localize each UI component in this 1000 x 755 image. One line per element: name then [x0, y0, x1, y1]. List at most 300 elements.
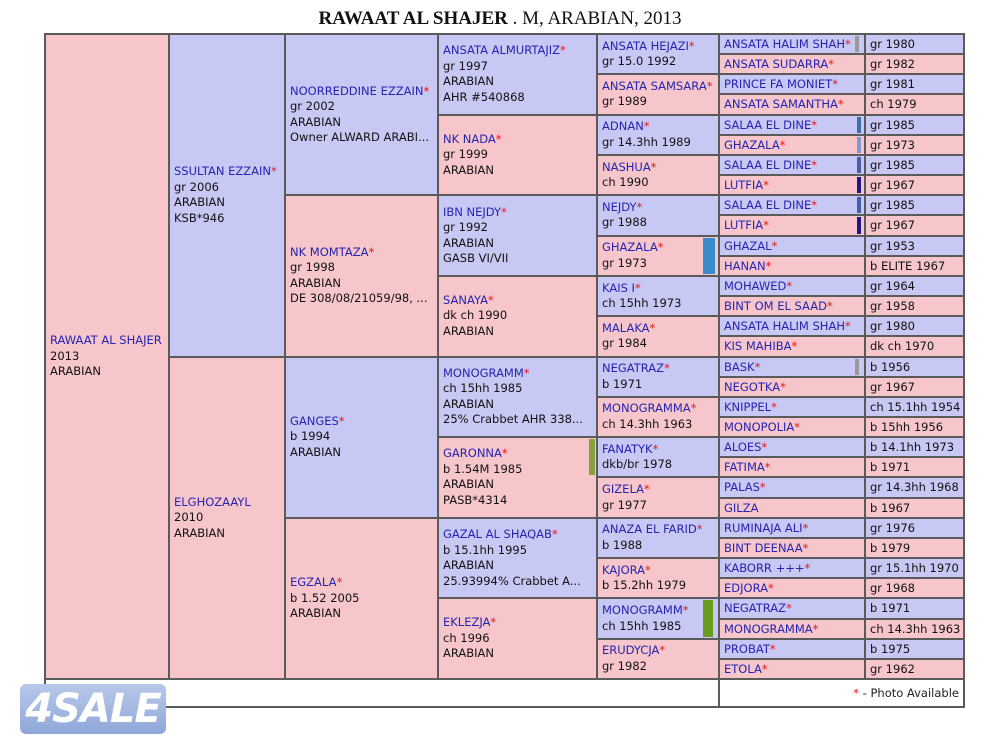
- photo-available-star: *: [754, 359, 761, 374]
- horse-name-text: GAZAL AL SHAQAB: [443, 527, 552, 542]
- horse-detail: gr 1980: [870, 319, 915, 334]
- photo-available-star: *: [794, 419, 801, 434]
- horse-name[interactable]: [174, 164, 280, 180]
- pedigree-detail-cell: [864, 577, 965, 599]
- horse-name[interactable]: [724, 459, 860, 475]
- pedigree-cell-gen4[interactable]: [596, 557, 720, 599]
- pedigree-cell-gen4[interactable]: [596, 73, 720, 115]
- horse-detail: b 1971: [870, 601, 911, 616]
- horse-detail: gr 2002: [290, 99, 335, 114]
- pedigree-cell-gen5[interactable]: [718, 638, 866, 660]
- pedigree-cell-gen4[interactable]: [596, 396, 720, 438]
- horse-name[interactable]: [724, 56, 860, 72]
- pedigree-cell-gen4[interactable]: [596, 315, 720, 357]
- horse-name-text: NEJDY: [602, 199, 637, 214]
- photo-available-star: *: [523, 365, 530, 380]
- pedigree-detail-cell: [864, 235, 965, 257]
- photo-available-star: *: [657, 240, 664, 255]
- horse-detail: gr 1989: [602, 94, 647, 109]
- horse-detail: b 1.54M 1985: [443, 461, 523, 476]
- horse-name-text: FATIMA: [724, 460, 765, 475]
- horse-name-text: GARONNA: [443, 446, 502, 461]
- pedigree-cell-gen5[interactable]: [718, 517, 866, 539]
- status-marker: [857, 117, 861, 133]
- horse-name-text: SALAA EL DINE: [724, 157, 812, 172]
- horse-detail: ch 15.1hh 1954: [870, 399, 961, 414]
- horse-name[interactable]: [50, 333, 164, 349]
- status-marker: [857, 177, 861, 193]
- pedigree-cell-gen3[interactable]: [437, 517, 598, 600]
- photo-available-star: *: [706, 78, 713, 93]
- pedigree-cell-gen2[interactable]: [284, 517, 439, 680]
- horse-detail: AHR #540868: [443, 89, 525, 104]
- photo-available-star: *: [759, 480, 766, 495]
- horse-name[interactable]: [602, 240, 714, 256]
- horse-detail: 2013: [50, 348, 80, 363]
- horse-detail: 2010: [174, 510, 204, 524]
- horse-detail: gr 1997: [443, 58, 488, 73]
- photo-available-star: *: [853, 686, 860, 700]
- horse-detail: ch 15hh 1985: [602, 618, 682, 633]
- horse-detail: b 1956: [870, 359, 911, 374]
- horse-detail: b 1988: [602, 537, 643, 552]
- horse-name[interactable]: [724, 217, 860, 233]
- pedigree-cell-gen2[interactable]: [284, 194, 439, 357]
- horse-name[interactable]: [602, 321, 714, 337]
- pedigree-detail-cell: [864, 53, 965, 75]
- pedigree-cell-gen4[interactable]: [596, 517, 720, 559]
- pedigree-cell-gen3[interactable]: [437, 275, 598, 358]
- horse-detail: gr 1985: [870, 117, 915, 132]
- pedigree-detail-cell: [864, 658, 965, 680]
- horse-detail: dk ch 1990: [443, 308, 508, 323]
- horse-name[interactable]: [724, 177, 860, 193]
- horse-name[interactable]: [602, 119, 714, 135]
- horse-name-text: SANAYA: [443, 292, 488, 307]
- horse-name-text: KAJORA: [602, 562, 646, 577]
- photo-available-star: *: [771, 399, 777, 414]
- pedigree-cell-gen2[interactable]: [284, 356, 439, 519]
- horse-name[interactable]: [724, 96, 860, 112]
- horse-detail: gr 1967: [870, 379, 915, 394]
- pedigree-cell-gen1[interactable]: [168, 356, 286, 681]
- horse-name-text: PRINCE FA MONIET: [724, 77, 833, 92]
- horse-name-text: ANSATA ALMURTAJIZ: [443, 43, 561, 58]
- horse-name[interactable]: [724, 540, 860, 556]
- pedigree-cell-gen3[interactable]: [437, 114, 598, 197]
- horse-name[interactable]: [602, 79, 714, 95]
- pedigree-cell-gen5[interactable]: [718, 53, 866, 75]
- photo-available-star: *: [811, 198, 817, 213]
- pedigree-cell-gen5[interactable]: [718, 33, 866, 55]
- status-marker: [589, 439, 595, 475]
- horse-detail: gr 1967: [870, 178, 915, 193]
- horse-name-text: LUTFIA: [724, 218, 764, 233]
- pedigree-cell-gen5[interactable]: [718, 73, 866, 95]
- photo-available-star: *: [336, 575, 343, 590]
- horse-name-text: MONOGRAMMA: [602, 401, 691, 416]
- horse-detail: gr 1982: [602, 658, 647, 673]
- horse-detail: gr 14.3hh 1968: [870, 480, 959, 495]
- pedigree-detail-cell: [864, 255, 965, 277]
- status-marker: [857, 217, 861, 233]
- horse-name-text: GIZELA: [602, 482, 644, 497]
- horse-detail: ch 1996: [443, 630, 490, 645]
- horse-name[interactable]: [724, 500, 860, 516]
- horse-name[interactable]: [602, 39, 714, 55]
- horse-name[interactable]: [724, 600, 860, 616]
- pedigree-cell-gen4[interactable]: [596, 436, 720, 478]
- pedigree-cell-gen1[interactable]: [168, 33, 286, 358]
- horse-name[interactable]: [602, 200, 714, 216]
- pedigree-cell-gen5[interactable]: [718, 416, 866, 438]
- horse-name[interactable]: [290, 414, 433, 430]
- horse-detail: gr 15.1hh 1970: [870, 561, 959, 576]
- horse-name-text: NASHUA: [602, 159, 651, 174]
- horse-name[interactable]: [443, 132, 592, 148]
- horse-detail: ARABIAN: [443, 162, 495, 177]
- photo-available-star: *: [844, 37, 851, 51]
- horse-detail: gr 1968: [870, 581, 915, 596]
- horse-detail: gr 14.3hh 1989: [602, 134, 691, 149]
- horse-name[interactable]: [724, 298, 860, 314]
- horse-name[interactable]: [602, 563, 714, 579]
- pedigree-cell-gen5[interactable]: [718, 436, 866, 458]
- horse-name[interactable]: [602, 160, 714, 176]
- photo-available-star: *: [490, 615, 497, 630]
- pedigree-cell-gen5[interactable]: [718, 114, 866, 136]
- horse-detail: gr 1973: [870, 137, 915, 152]
- horse-name[interactable]: [724, 560, 860, 576]
- pedigree-detail-cell: [864, 638, 965, 660]
- pedigree-detail-cell: [864, 436, 965, 458]
- pedigree-cell-gen3[interactable]: [437, 597, 598, 680]
- horse-name[interactable]: [724, 318, 860, 334]
- horse-detail: DE 308/08/21059/98, ...: [290, 291, 428, 306]
- horse-detail: b 15.2hh 1979: [602, 578, 687, 593]
- horse-name[interactable]: [602, 281, 714, 297]
- horse-detail: b 1971: [870, 460, 911, 475]
- pedigree-detail-cell: [864, 376, 965, 398]
- pedigree-cell-gen4[interactable]: [596, 114, 720, 156]
- horse-detail: GASB VI/VII: [443, 251, 509, 266]
- horse-detail: gr 1981: [870, 77, 915, 92]
- horse-name-text: GILZA: [724, 500, 759, 515]
- horse-name-text: EGZALA: [290, 575, 337, 590]
- horse-name-text: KAIS I: [602, 280, 635, 295]
- pedigree-cell-gen4[interactable]: [596, 194, 720, 236]
- pedigree-cell-gen4[interactable]: [596, 476, 720, 518]
- horse-detail: ch 15hh 1973: [602, 296, 682, 311]
- photo-available-star: *: [844, 319, 851, 334]
- photo-available-star: *: [368, 244, 375, 259]
- horse-detail: gr 1992: [443, 220, 488, 235]
- photo-available-star: *: [649, 320, 656, 335]
- horse-detail: ARABIAN: [290, 444, 342, 459]
- photo-legend-text: - Photo Available: [859, 686, 959, 700]
- horse-name[interactable]: [443, 446, 592, 462]
- photo-available-star: *: [811, 157, 817, 172]
- horse-detail: ARABIAN: [174, 195, 226, 210]
- pedigree-cell-gen5[interactable]: [718, 618, 866, 640]
- horse-details-title: . M, ARABIAN, 2013: [507, 8, 682, 29]
- horse-name[interactable]: [724, 137, 860, 153]
- photo-available-star: *: [791, 339, 798, 354]
- photo-available-star: *: [643, 119, 650, 134]
- photo-available-star: *: [682, 603, 689, 618]
- horse-name-text: ERUDYCJA: [602, 643, 660, 658]
- horse-name[interactable]: [724, 479, 860, 495]
- photo-available-star: *: [761, 661, 768, 676]
- pedigree-cell-gen5[interactable]: [718, 174, 866, 196]
- pedigree-cell-gen5[interactable]: [718, 214, 866, 236]
- horse-detail: gr 1953: [870, 238, 915, 253]
- pedigree-detail-cell: [864, 335, 965, 357]
- pedigree-cell-gen5[interactable]: [718, 537, 866, 559]
- pedigree-cell-gen4[interactable]: [596, 33, 720, 75]
- horse-name[interactable]: [724, 36, 860, 52]
- photo-available-star: *: [812, 621, 819, 636]
- horse-name[interactable]: [602, 401, 714, 417]
- horse-name-text: RUMINAJA ALI: [724, 520, 803, 535]
- horse-name-text: BINT OM EL SAAD: [724, 299, 827, 314]
- horse-detail: gr 1988: [602, 215, 647, 230]
- pedigree-cell-gen5[interactable]: [718, 194, 866, 216]
- pedigree-cell-gen5[interactable]: [718, 557, 866, 579]
- horse-name[interactable]: [724, 338, 860, 354]
- horse-name-text: KIS MAHIBA: [724, 339, 792, 354]
- photo-available-star: *: [780, 379, 786, 394]
- horse-name[interactable]: [724, 117, 860, 133]
- horse-name-text: FANATYK: [602, 441, 653, 456]
- pedigree-cell-gen4[interactable]: [596, 235, 720, 277]
- horse-name[interactable]: [724, 258, 860, 274]
- horse-name-text: ANSATA SAMANTHA: [724, 97, 838, 112]
- horse-name-text: NEGATRAZ: [602, 361, 665, 376]
- horse-name-text: NK MOMTAZA: [290, 244, 369, 259]
- pedigree-detail-cell: [864, 33, 965, 55]
- horse-name[interactable]: [602, 361, 714, 377]
- photo-legend: [718, 678, 965, 708]
- horse-name[interactable]: [602, 522, 714, 538]
- horse-name[interactable]: [290, 245, 433, 261]
- horse-name[interactable]: [602, 442, 714, 458]
- horse-name-text: EDJORA: [724, 581, 768, 596]
- horse-detail: gr 1964: [870, 278, 915, 293]
- horse-detail: ARABIAN: [443, 558, 495, 573]
- photo-available-star: *: [765, 258, 772, 273]
- status-marker: [857, 157, 861, 173]
- photo-available-star: *: [767, 581, 774, 596]
- photo-available-star: *: [786, 278, 793, 293]
- horse-detail: ARABIAN: [50, 364, 102, 379]
- horse-detail: ARABIAN: [174, 525, 226, 540]
- horse-name-text: LUTFIA: [724, 178, 764, 193]
- horse-detail: ARABIAN: [443, 396, 495, 411]
- horse-detail: gr 1962: [870, 661, 915, 676]
- horse-detail: KSB*946: [174, 210, 225, 225]
- horse-detail: gr 15.0 1992: [602, 54, 677, 69]
- horse-detail: dk ch 1970: [870, 339, 935, 354]
- horse-detail: gr 1984: [602, 336, 647, 351]
- horse-name[interactable]: [602, 482, 714, 498]
- horse-name-text: ANAZA EL FARID: [602, 522, 697, 537]
- pedigree-cell-gen3[interactable]: [437, 436, 598, 519]
- horse-detail: b ELITE 1967: [870, 258, 946, 273]
- horse-name-text: ANSATA HALIM SHAH: [724, 319, 845, 334]
- horse-detail: ch 14.3hh 1963: [870, 621, 961, 636]
- photo-available-star: *: [761, 440, 768, 455]
- pedigree-detail-cell: [864, 476, 965, 498]
- pedigree-cell-gen5[interactable]: [718, 255, 866, 277]
- horse-detail: 25.93994% Crabbet A...: [443, 573, 581, 588]
- horse-name-text: ANSATA SAMSARA: [602, 78, 707, 93]
- horse-detail: ARABIAN: [290, 606, 342, 621]
- horse-name[interactable]: [443, 293, 592, 309]
- horse-detail: gr 1998: [290, 260, 335, 275]
- pedigree-cell-gen5[interactable]: [718, 476, 866, 498]
- horse-name[interactable]: [443, 527, 592, 543]
- photo-available-star: *: [802, 540, 809, 555]
- horse-name-text: ALOES: [724, 440, 762, 455]
- pedigree-cell-gen4[interactable]: [596, 154, 720, 196]
- photo-available-star: *: [690, 401, 697, 416]
- pedigree-cell-gen4[interactable]: [596, 638, 720, 680]
- pedigree-cell-gen3[interactable]: [437, 356, 598, 439]
- horse-name[interactable]: [290, 575, 433, 591]
- pedigree-cell-gen5[interactable]: [718, 335, 866, 357]
- horse-name[interactable]: [602, 643, 714, 659]
- horse-name[interactable]: [724, 641, 860, 657]
- pedigree-cell-gen5[interactable]: [718, 497, 866, 519]
- horse-name-text: ANSATA SUDARRA: [724, 57, 829, 72]
- pedigree-cell-gen5[interactable]: [718, 295, 866, 317]
- pedigree-cell-gen5[interactable]: [718, 456, 866, 478]
- pedigree-detail-cell: [864, 315, 965, 337]
- horse-detail: PASB*4314: [443, 492, 508, 507]
- photo-available-star: *: [811, 117, 817, 132]
- horse-detail: gr 1980: [870, 37, 915, 51]
- pedigree-detail-cell: [864, 416, 965, 438]
- pedigree-detail-cell: [864, 497, 965, 519]
- horse-name-text: PALAS: [724, 480, 760, 495]
- horse-detail: ARABIAN: [443, 235, 495, 250]
- horse-name-text: ETOLA: [724, 661, 762, 676]
- horse-name[interactable]: [724, 238, 860, 254]
- pedigree-cell-gen3[interactable]: [437, 194, 598, 277]
- status-marker: [703, 238, 715, 274]
- horse-detail: b 15.1hh 1995: [443, 542, 528, 557]
- horse-name[interactable]: [724, 661, 860, 677]
- horse-name[interactable]: [443, 615, 592, 631]
- horse-name[interactable]: [290, 84, 433, 100]
- horse-name-text: GHAZAL: [724, 238, 772, 253]
- horse-detail: ch 14.3hh 1963: [602, 416, 693, 431]
- pedigree-cell-gen5[interactable]: [718, 275, 866, 297]
- pedigree-cell-gen5[interactable]: [718, 154, 866, 176]
- photo-available-star: *: [779, 137, 786, 152]
- photo-available-star: *: [644, 482, 650, 497]
- pedigree-cell-gen5[interactable]: [718, 597, 866, 619]
- horse-name[interactable]: [724, 580, 860, 596]
- horse-name[interactable]: [724, 197, 860, 213]
- pedigree-cell-gen5[interactable]: [718, 356, 866, 378]
- pedigree-cell-gen5[interactable]: [718, 396, 866, 418]
- horse-name[interactable]: [724, 520, 860, 536]
- horse-name-text: NEGOTKA: [724, 379, 781, 394]
- pedigree-detail-cell: [864, 275, 965, 297]
- pedigree-cell-gen5[interactable]: [718, 315, 866, 337]
- horse-name[interactable]: [724, 419, 860, 435]
- pedigree-cell-gen5[interactable]: [718, 376, 866, 398]
- horse-name[interactable]: [443, 205, 592, 221]
- horse-name[interactable]: [602, 603, 714, 619]
- status-marker: [855, 359, 859, 375]
- horse-name[interactable]: [174, 495, 280, 511]
- pedigree-cell-gen5[interactable]: [718, 577, 866, 599]
- pedigree-cell-gen4[interactable]: [596, 356, 720, 398]
- horse-name-text: NOORREDDINE EZZAIN: [290, 83, 424, 98]
- pedigree-detail-cell: [864, 174, 965, 196]
- horse-name[interactable]: [724, 76, 860, 92]
- horse-name-text: ANSATA HEJAZI: [602, 38, 689, 53]
- horse-name[interactable]: [724, 439, 860, 455]
- horse-name[interactable]: [724, 157, 860, 173]
- photo-available-star: *: [826, 299, 833, 314]
- pedigree-cell-gen0[interactable]: [44, 33, 170, 680]
- pedigree-detail-cell: [864, 93, 965, 115]
- horse-name[interactable]: [724, 359, 860, 375]
- horse-detail: b 15hh 1956: [870, 419, 944, 434]
- photo-available-star: *: [763, 218, 769, 233]
- horse-name[interactable]: [443, 366, 592, 382]
- horse-detail: ch 1979: [870, 97, 917, 112]
- pedigree-cell-gen5[interactable]: [718, 235, 866, 257]
- pedigree-cell-gen5[interactable]: [718, 658, 866, 680]
- horse-name-text: BASK: [724, 359, 755, 374]
- pedigree-cell-gen3[interactable]: [437, 33, 598, 116]
- horse-name[interactable]: [443, 43, 592, 59]
- horse-name[interactable]: [724, 621, 860, 637]
- pedigree-detail-cell: [864, 134, 965, 156]
- horse-name-text: MONOGRAMM: [443, 365, 524, 380]
- photo-available-star: *: [771, 238, 778, 253]
- photo-available-star: *: [763, 178, 769, 193]
- photo-available-star: *: [764, 460, 771, 475]
- horse-detail: ARABIAN: [290, 275, 342, 290]
- pedigree-detail-cell: [864, 396, 965, 418]
- pedigree-cell-gen4[interactable]: [596, 597, 720, 639]
- status-marker: [703, 600, 713, 636]
- pedigree-detail-cell: [864, 356, 965, 378]
- photo-available-star: *: [664, 361, 670, 376]
- pedigree-cell-gen5[interactable]: [718, 134, 866, 156]
- horse-detail: gr 1958: [870, 299, 915, 314]
- photo-available-star: *: [501, 204, 507, 219]
- pedigree-cell-gen2[interactable]: [284, 33, 439, 196]
- horse-name[interactable]: [724, 399, 860, 415]
- horse-name-text: ADNAN: [602, 119, 644, 134]
- photo-available-star: *: [338, 413, 345, 428]
- pedigree-cell-gen5[interactable]: [718, 93, 866, 115]
- horse-name-text: RAWAAT AL SHAJER: [50, 333, 162, 348]
- photo-available-star: *: [650, 159, 657, 174]
- horse-detail: b 1971: [602, 376, 643, 391]
- horse-name[interactable]: [724, 379, 860, 395]
- horse-name[interactable]: [724, 278, 860, 294]
- photo-available-star: *: [423, 83, 430, 98]
- pedigree-cell-gen4[interactable]: [596, 275, 720, 317]
